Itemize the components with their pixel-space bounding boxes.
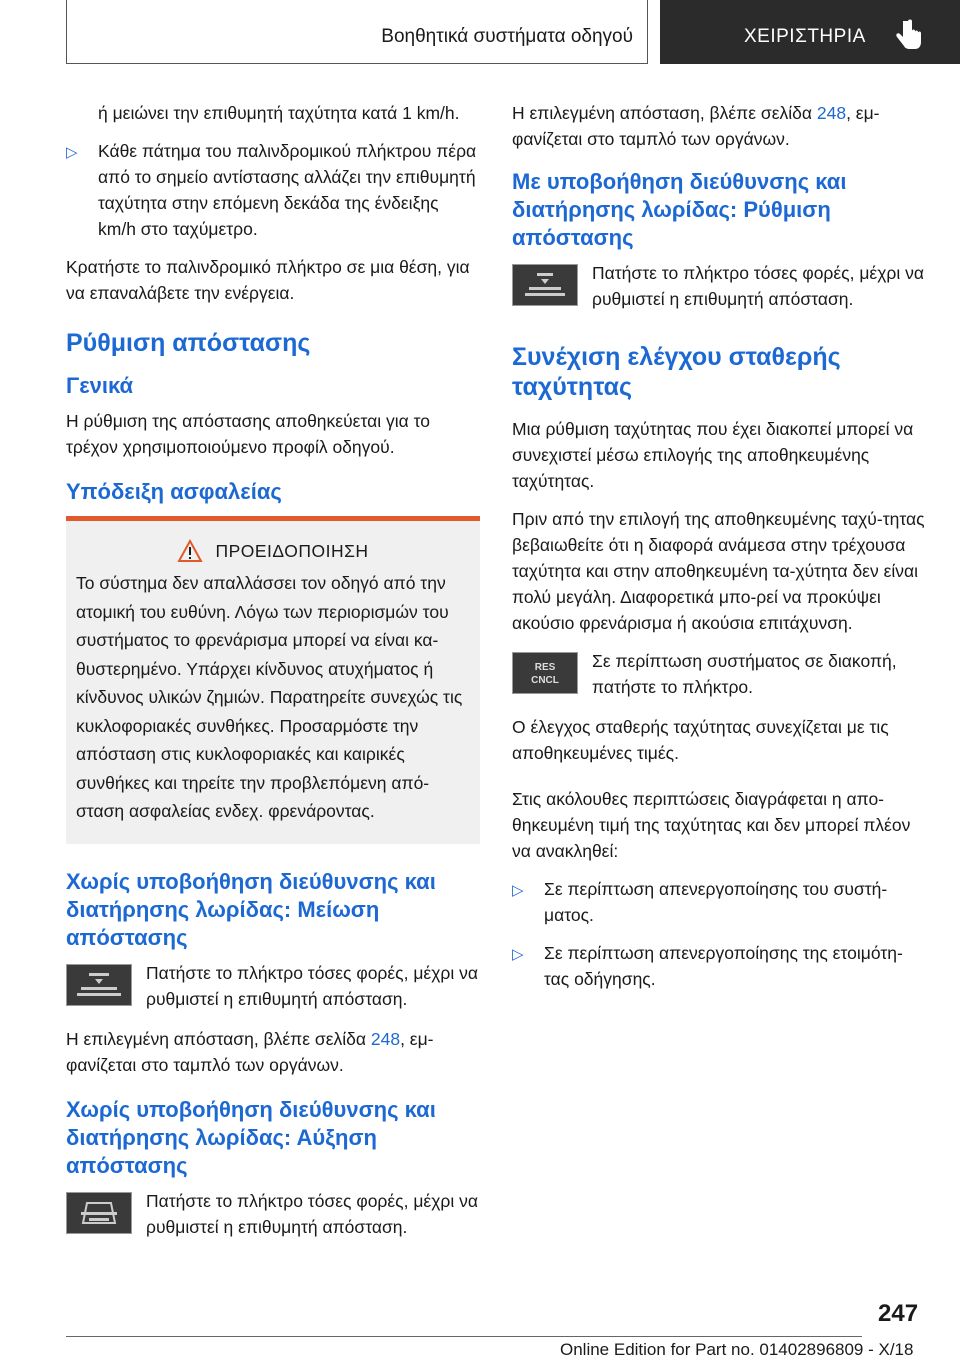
section-tab[interactable]	[660, 0, 960, 64]
paragraph: Πριν από την επιλογή της αποθηκευμένης ταχύ-τητας βεβαιωθείτε ότι η διαφορά ανάμεσα στην τρέχουσα ταχύτητα και στην αποθηκευμένη τα-χύτητα δεν είναι πολύ μεγάλη. Διαφορετικά μπο-ρεί να προκύψει ακούσιο φρενάρισμα ή ακούσια επιτάχυνση.	[512, 509, 925, 633]
triangle-bullet-icon: ▷	[512, 882, 524, 899]
page-header	[0, 0, 960, 66]
warning-triangle-icon	[177, 539, 203, 563]
paragraph: Μια ρύθμιση ταχύτητας που έχει διακοπεί μπορεί να συνεχιστεί μέσω επιλογής της αποθηκευμένης ταχύτητας.	[512, 419, 914, 491]
distance-decrease-button-icon	[66, 964, 132, 1006]
svg-text:CNCL: CNCL	[531, 675, 559, 686]
triangle-bullet-icon: ▷	[66, 144, 78, 161]
hand-pointer-icon	[892, 18, 924, 52]
button-instruction	[66, 960, 480, 1012]
chapter-tab	[66, 0, 648, 64]
res-cncl-button-icon	[512, 652, 578, 694]
subsection-heading: Χωρίς υποβοήθηση διεύθυνσης και διατήρησης λωρίδας: Αύξηση απόστασης	[66, 1096, 436, 1178]
subsection-heading: Υπόδειξη ασφαλείας	[66, 479, 282, 504]
page-number: 247	[878, 1300, 919, 1327]
list-item-text: Σε περίπτωση απενεργοποίησης του συστή-ματος.	[544, 879, 888, 925]
paragraph: Η ρύθμιση της απόστασης αποθηκεύεται για το τρέχον χρησιμοποιούμενο προφίλ οδηγού.	[66, 411, 431, 457]
left-column	[66, 100, 480, 1254]
triangle-bullet-icon: ▷	[512, 946, 524, 963]
button-instruction-text: Πατήστε το πλήκτρο τόσες φορές, μέχρι να ρυθμιστεί η επιθυμητή απόσταση.	[146, 962, 478, 1009]
section-heading: Συνέχιση ελέγχου σταθερής ταχύτητας	[512, 343, 841, 401]
button-instruction	[512, 260, 926, 312]
paragraph: Η επιλεγμένη απόσταση, βλέπε σελίδα 248, εμ-φανίζεται στο ταμπλό των οργάνων.	[66, 1028, 434, 1075]
warning-box	[66, 521, 480, 844]
button-instruction-text: Σε περίπτωση συστήματος σε διακοπή, πατήστε το πλήκτρο.	[592, 651, 897, 697]
edition-note: Online Edition for Part no. 01402896809 - X/18	[560, 1340, 914, 1359]
warning-header	[76, 539, 470, 563]
right-column	[512, 100, 926, 1004]
button-instruction-text: Πατήστε το πλήκτρο τόσες φορές, μέχρι να ρυθμιστεί η επιθυμητή απόσταση.	[146, 1190, 478, 1237]
warning-text: Το σύστημα δεν απαλλάσσει τον οδηγό από την ατομική του ευθύνη. Λόγω των περιορισμών του συστήματος το φρενάρισμα μπορεί να είναι κα-θυστερημένο. Υπάρχει κίνδυνος ατυχήματος ή κίνδυνος υλικών ζημιών. Παρατηρείτε συνεχώς τις κυκλοφοριακές συνθήκες. Προσαρμόστε την απόσταση στις κυκλοφοριακές και καιρικές συνθήκες και τηρείτε την προβλεπόμενη από-σταση ασφαλείας ενδεχ. φρενάροντας.	[76, 573, 463, 821]
button-instruction-text: Πατήστε το πλήκτρο τόσες φορές, μέχρι να ρυθμιστεί η επιθυμητή απόσταση.	[592, 263, 924, 309]
page-link[interactable]: 248	[816, 103, 847, 123]
paragraph: Στις ακόλουθες περιπτώσεις διαγράφεται η απο-θηκευμένη τιμή της ταχύτητας και δεν μπορεί πλέον να ανακληθεί:	[512, 789, 911, 861]
list-item	[66, 138, 480, 242]
button-instruction	[66, 1188, 480, 1240]
list-item	[512, 876, 926, 928]
svg-text:RES: RES	[534, 662, 556, 673]
paragraph: Κρατήστε το παλινδρομικό πλήκτρο σε μια θέση, για να επαναλάβετε την ενέργεια.	[66, 257, 470, 303]
distance-button-icon	[512, 264, 578, 306]
button-instruction	[512, 648, 926, 700]
paragraph: ή μειώνει την επιθυμητή ταχύτητα κατά 1 km/h.	[98, 103, 460, 123]
list-item	[512, 940, 926, 992]
list-item-text: Κάθε πάτημα του παλινδρομικού πλήκτρου πέρα από το σημείο αντίστασης αλλάζει την επιθυμητή ταχύτητα στην επόμενη δεκάδα της ένδειξης km/h στο ταχύμετρο.	[98, 141, 477, 239]
list-item-text: Σε περίπτωση απενεργοποίησης της ετοιμότη-τας οδήγησης.	[544, 943, 903, 989]
subsection-heading: Με υποβοήθηση διεύθυνσης και διατήρησης λωρίδας: Ρύθμιση απόστασης	[512, 169, 847, 250]
subsection-heading: Γενικά	[66, 373, 134, 398]
paragraph: Η επιλεγμένη απόσταση, βλέπε σελίδα 248, εμ-φανίζεται στο ταμπλό των οργάνων.	[512, 103, 880, 149]
page-link[interactable]: 248	[370, 1028, 401, 1049]
distance-increase-button-icon	[66, 1192, 132, 1234]
subsection-heading: Χωρίς υποβοήθηση διεύθυνσης και διατήρησης λωρίδας: Μείωση απόστασης	[66, 868, 436, 950]
warning-title: ΠΡΟΕΙΔΟΠΟΙΗΣΗ	[215, 540, 369, 561]
footer-divider	[66, 1336, 862, 1337]
paragraph: Ο έλεγχος σταθερής ταχύτητας συνεχίζεται με τις αποθηκευμένες τιμές.	[512, 717, 889, 763]
chapter-title: Βοηθητικά συστήματα οδηγού	[381, 26, 633, 47]
section-title: ΧΕΙΡΙΣΤΗΡΙΑ	[744, 26, 866, 47]
section-heading: Ρύθμιση απόστασης	[66, 329, 311, 357]
